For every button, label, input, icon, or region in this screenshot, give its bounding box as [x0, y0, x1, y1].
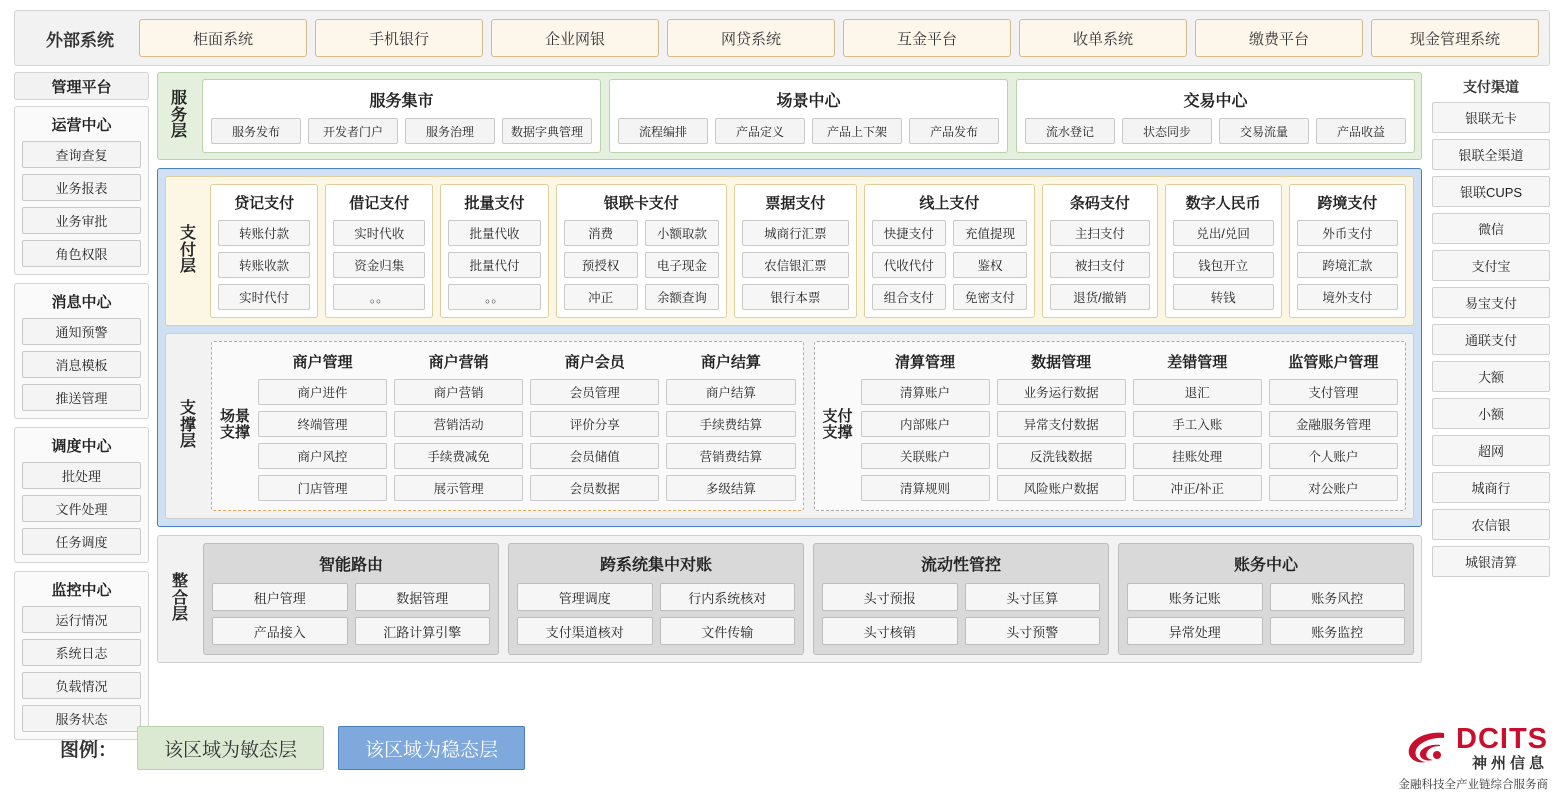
payment-item[interactable]: 组合支付: [872, 284, 946, 310]
sidebar-item[interactable]: 消息模板: [22, 351, 141, 378]
payment-col-credit: [210, 184, 318, 318]
payment-channel-item[interactable]: 银联CUPS: [1432, 176, 1550, 207]
payment-item[interactable]: 跨境汇款: [1297, 252, 1398, 278]
payment-item[interactable]: 资金归集: [333, 252, 425, 278]
col-title: 数字人民币: [1185, 195, 1261, 212]
sidebar-item[interactable]: 负载情况: [22, 672, 141, 699]
service-item[interactable]: 交易流量: [1219, 118, 1309, 144]
support-item[interactable]: 手工入账: [1133, 411, 1262, 437]
payment-layer: [165, 176, 1414, 326]
support-item[interactable]: 异常支付数据: [997, 411, 1126, 437]
support-item[interactable]: 退汇: [1133, 379, 1262, 405]
external-system-item[interactable]: 缴费平台: [1195, 19, 1363, 57]
payment-item[interactable]: 转账付款: [218, 220, 310, 246]
payment-item[interactable]: 实时代付: [218, 284, 310, 310]
support-item[interactable]: 评价分享: [530, 411, 659, 437]
service-item[interactable]: 产品收益: [1316, 118, 1406, 144]
sidebar-group-operations: [14, 106, 149, 275]
support-item[interactable]: 手续费减免: [394, 443, 523, 469]
payment-col-cross-border: [1289, 184, 1406, 318]
payment-channel-item[interactable]: 超网: [1432, 435, 1550, 466]
sidebar-item[interactable]: 查询查复: [22, 141, 141, 168]
support-item[interactable]: 营销费结算: [666, 443, 795, 469]
integration-item[interactable]: 账务记账: [1127, 583, 1263, 611]
service-item[interactable]: 服务治理: [405, 118, 495, 144]
support-item[interactable]: 会员储值: [530, 443, 659, 469]
external-system-item[interactable]: 手机银行: [315, 19, 483, 57]
payment-channels-sidebar: [1432, 72, 1550, 583]
payment-channel-item[interactable]: 易宝支付: [1432, 287, 1550, 318]
payment-channel-item[interactable]: 银联全渠道: [1432, 139, 1550, 170]
support-item[interactable]: 支付管理: [1269, 379, 1398, 405]
payment-item[interactable]: 批量代付: [448, 252, 540, 278]
integration-item[interactable]: 头寸预报: [822, 583, 958, 611]
box-title: 交易中心: [1183, 93, 1248, 110]
payment-channel-item[interactable]: 城商行: [1432, 472, 1550, 503]
col-title: 票据支付: [765, 195, 826, 212]
support-item[interactable]: 清算账户: [861, 379, 990, 405]
external-systems-items: [135, 19, 1539, 57]
integration-item[interactable]: 头寸匡算: [965, 583, 1101, 611]
payment-item[interactable]: 免密支付: [953, 284, 1027, 310]
external-system-item[interactable]: 收单系统: [1019, 19, 1187, 57]
col-title: 数据管理: [1031, 354, 1092, 371]
service-layer: [157, 72, 1422, 160]
service-item[interactable]: 流水登记: [1025, 118, 1115, 144]
payment-col-batch: [440, 184, 548, 318]
service-item[interactable]: 数据字典管理: [502, 118, 592, 144]
sidebar-item[interactable]: 通知预警: [22, 318, 141, 345]
payment-channel-item[interactable]: 城银清算: [1432, 546, 1550, 577]
external-systems-title: 外部系统: [46, 30, 114, 50]
support-item[interactable]: 关联账户: [861, 443, 990, 469]
payment-item[interactable]: 钱包开立: [1173, 252, 1274, 278]
support-item[interactable]: 业务运行数据: [997, 379, 1126, 405]
payment-item[interactable]: 退货/撤销: [1050, 284, 1149, 310]
support-item[interactable]: 展示管理: [394, 475, 523, 501]
sidebar-item[interactable]: 系统日志: [22, 639, 141, 666]
legend-agile-layer: 该区域为敏态层: [137, 726, 324, 770]
payment-col-debit: [325, 184, 433, 318]
integration-item[interactable]: 账务监控: [1270, 617, 1406, 645]
company-logo: [1318, 722, 1548, 793]
support-item[interactable]: 营销活动: [394, 411, 523, 437]
scenario-center-box: [609, 79, 1008, 153]
external-system-item[interactable]: 互金平台: [843, 19, 1011, 57]
col-title: 跨境支付: [1317, 195, 1378, 212]
support-layer-label: 支撑层: [179, 399, 196, 451]
scenario-support-group: [211, 341, 804, 511]
sidebar-item[interactable]: 业务审批: [22, 207, 141, 234]
integration-item[interactable]: 行内系统核对: [660, 583, 796, 611]
transaction-center-box: [1016, 79, 1415, 153]
stable-region: [157, 168, 1422, 527]
integration-item[interactable]: 异常处理: [1127, 617, 1263, 645]
logo-chinese-name: 神州信息: [1471, 754, 1548, 772]
sidebar-group-monitoring: [14, 571, 149, 740]
payment-col-draft: [734, 184, 857, 318]
col-title: 差错管理: [1167, 354, 1228, 371]
support-item[interactable]: 商户进件: [258, 379, 387, 405]
sidebar-item[interactable]: 运行情况: [22, 606, 141, 633]
payment-item[interactable]: 预授权: [564, 252, 638, 278]
logo-wordmark: DCITS: [1456, 722, 1548, 755]
group-title: 监控中心: [51, 582, 112, 599]
support-item[interactable]: 金融服务管理: [1269, 411, 1398, 437]
col-title: 条码支付: [1069, 195, 1130, 212]
integration-item[interactable]: 产品接入: [212, 617, 348, 645]
integration-col-liquidity: [813, 543, 1109, 655]
payment-item[interactable]: 。。: [448, 284, 540, 310]
sidebar-header: 管理平台: [14, 72, 149, 100]
sidebar-item[interactable]: 推送管理: [22, 384, 141, 411]
payment-item[interactable]: 批量代收: [448, 220, 540, 246]
support-item[interactable]: 对公账户: [1269, 475, 1398, 501]
service-item[interactable]: 状态同步: [1122, 118, 1212, 144]
external-systems-bar: [14, 10, 1550, 66]
integration-item[interactable]: 数据管理: [355, 583, 491, 611]
payment-item[interactable]: 境外支付: [1297, 284, 1398, 310]
legend-label: 图例：: [60, 739, 118, 761]
payment-channel-item[interactable]: 银联无卡: [1432, 102, 1550, 133]
payment-item[interactable]: 银行本票: [742, 284, 849, 310]
payment-item[interactable]: 实时代收: [333, 220, 425, 246]
payment-item[interactable]: 快捷支付: [872, 220, 946, 246]
col-title: 智能路由: [318, 557, 383, 574]
external-system-item[interactable]: 柜面系统: [139, 19, 307, 57]
payment-col-barcode: [1042, 184, 1157, 318]
dcits-swoosh-icon: [1404, 729, 1448, 769]
payment-item[interactable]: 充值提现: [953, 220, 1027, 246]
integration-item[interactable]: 支付渠道核对: [517, 617, 653, 645]
support-item[interactable]: 风险账户数据: [997, 475, 1126, 501]
service-layer-label: 服务层: [170, 89, 187, 141]
box-title: 服务集市: [369, 93, 434, 110]
logo-tagline: 金融科技全产业链综合服务商: [1398, 779, 1548, 791]
support-item[interactable]: 终端管理: [258, 411, 387, 437]
payment-layer-label: 支付层: [179, 224, 196, 276]
payment-item[interactable]: 电子现金: [645, 252, 719, 278]
col-title: 批量支付: [464, 195, 525, 212]
support-col-error-management: [1133, 349, 1262, 501]
col-title: 银联卡支付: [603, 195, 679, 212]
payment-item[interactable]: 城商行汇票: [742, 220, 849, 246]
integration-layer-label: 整合层: [171, 572, 188, 624]
support-col-clearing-management: [861, 349, 990, 501]
payment-item[interactable]: 小额取款: [645, 220, 719, 246]
payment-col-digital-rmb: [1165, 184, 1282, 318]
sidebar-item[interactable]: 文件处理: [22, 495, 141, 522]
payment-channel-item[interactable]: 支付宝: [1432, 250, 1550, 281]
legend-stable-layer: 该区域为稳态层: [338, 726, 525, 770]
payment-channel-item[interactable]: 农信银: [1432, 509, 1550, 540]
integration-item[interactable]: 头寸预警: [965, 617, 1101, 645]
payment-item[interactable]: 余额查询: [645, 284, 719, 310]
sidebar-item[interactable]: 任务调度: [22, 528, 141, 555]
payment-channel-item[interactable]: 小额: [1432, 398, 1550, 429]
payment-channel-item[interactable]: 大额: [1432, 361, 1550, 392]
integration-layer: [157, 535, 1422, 663]
scenario-support-label: 场景支撑: [219, 407, 250, 441]
external-system-item[interactable]: 企业网银: [491, 19, 659, 57]
payment-item[interactable]: 被扫支付: [1050, 252, 1149, 278]
group-title: 调度中心: [51, 438, 112, 455]
col-title: 借记支付: [349, 195, 410, 212]
service-item[interactable]: 流程编排: [618, 118, 708, 144]
support-layer: [165, 333, 1414, 519]
col-title: 商户营销: [428, 354, 489, 371]
integration-item[interactable]: 账务风控: [1270, 583, 1406, 611]
sidebar-group-message: [14, 283, 149, 419]
architecture-center-stack: [157, 72, 1422, 663]
payment-col-unionpay-card: [556, 184, 727, 318]
col-title: 商户会员: [564, 354, 625, 371]
integration-item[interactable]: 管理调度: [517, 583, 653, 611]
support-item[interactable]: 商户结算: [666, 379, 795, 405]
service-item[interactable]: 服务发布: [211, 118, 301, 144]
payment-item[interactable]: 代收代付: [872, 252, 946, 278]
external-system-item[interactable]: 网贷系统: [667, 19, 835, 57]
col-title: 账务中心: [1233, 557, 1298, 574]
payment-item[interactable]: 消费: [564, 220, 638, 246]
box-title: 场景中心: [776, 93, 841, 110]
group-title: 消息中心: [51, 294, 112, 311]
support-item[interactable]: 会员数据: [530, 475, 659, 501]
payment-item[interactable]: 农信银汇票: [742, 252, 849, 278]
support-item[interactable]: 手续费结算: [666, 411, 795, 437]
integration-item[interactable]: 头寸核销: [822, 617, 958, 645]
support-item[interactable]: 商户营销: [394, 379, 523, 405]
support-item[interactable]: 挂账处理: [1133, 443, 1262, 469]
service-item[interactable]: 产品上下架: [812, 118, 902, 144]
payment-col-online: [864, 184, 1035, 318]
service-market-box: [202, 79, 601, 153]
integration-item[interactable]: 文件传输: [660, 617, 796, 645]
payment-channel-item[interactable]: 通联支付: [1432, 324, 1550, 355]
sidebar-item[interactable]: 服务状态: [22, 705, 141, 732]
col-title: 线上支付: [919, 195, 980, 212]
service-item[interactable]: 产品定义: [715, 118, 805, 144]
service-item[interactable]: 开发者门户: [308, 118, 398, 144]
support-col-merchant-management: [258, 349, 387, 501]
support-col-merchant-settlement: [666, 349, 795, 501]
payment-item[interactable]: 外币支付: [1297, 220, 1398, 246]
payment-item[interactable]: 转钱: [1173, 284, 1274, 310]
support-item[interactable]: 会员管理: [530, 379, 659, 405]
support-col-data-management: [997, 349, 1126, 501]
support-item[interactable]: 冲正/补正: [1133, 475, 1262, 501]
payment-item[interactable]: 鉴权: [953, 252, 1027, 278]
external-system-item[interactable]: 现金管理系统: [1371, 19, 1539, 57]
support-col-regulatory-account: [1269, 349, 1398, 501]
payment-item[interactable]: 转账收款: [218, 252, 310, 278]
support-item[interactable]: 清算规则: [861, 475, 990, 501]
support-col-merchant-marketing: [394, 349, 523, 501]
sidebar-item[interactable]: 批处理: [22, 462, 141, 489]
col-title: 跨系统集中对账: [599, 557, 712, 574]
col-title: 监管账户管理: [1288, 354, 1379, 371]
col-title: 清算管理: [895, 354, 956, 371]
sidebar-item[interactable]: 业务报表: [22, 174, 141, 201]
payment-support-group: [814, 341, 1407, 511]
col-title: 流动性管控: [920, 557, 1001, 574]
col-title: 贷记支付: [234, 195, 295, 212]
sidebar-item[interactable]: 角色权限: [22, 240, 141, 267]
integration-item[interactable]: 租户管理: [212, 583, 348, 611]
integration-col-smart-routing: [203, 543, 499, 655]
payment-item[interactable]: 冲正: [564, 284, 638, 310]
group-title: 运营中心: [51, 117, 112, 134]
legend: [60, 726, 525, 770]
support-item[interactable]: 内部账户: [861, 411, 990, 437]
support-item[interactable]: 个人账户: [1269, 443, 1398, 469]
integration-col-reconciliation: [508, 543, 804, 655]
col-title: 商户结算: [700, 354, 761, 371]
support-item[interactable]: 门店管理: [258, 475, 387, 501]
support-item[interactable]: 商户风控: [258, 443, 387, 469]
payment-item[interactable]: 兑出/兑回: [1173, 220, 1274, 246]
support-col-merchant-member: [530, 349, 659, 501]
payment-item[interactable]: 主扫支付: [1050, 220, 1149, 246]
payment-support-label: 支付支撑: [822, 407, 853, 441]
col-title: 商户管理: [292, 354, 353, 371]
integration-col-accounting: [1118, 543, 1414, 655]
service-item[interactable]: 产品发布: [909, 118, 999, 144]
integration-item[interactable]: 汇路计算引擎: [355, 617, 491, 645]
payment-channel-item[interactable]: 微信: [1432, 213, 1550, 244]
sidebar-group-scheduling: [14, 427, 149, 563]
support-item[interactable]: 反洗钱数据: [997, 443, 1126, 469]
payment-item[interactable]: 。。: [333, 284, 425, 310]
payment-channels-title: 支付渠道: [1463, 79, 1519, 95]
management-platform-sidebar: [14, 72, 149, 748]
support-item[interactable]: 多级结算: [666, 475, 795, 501]
